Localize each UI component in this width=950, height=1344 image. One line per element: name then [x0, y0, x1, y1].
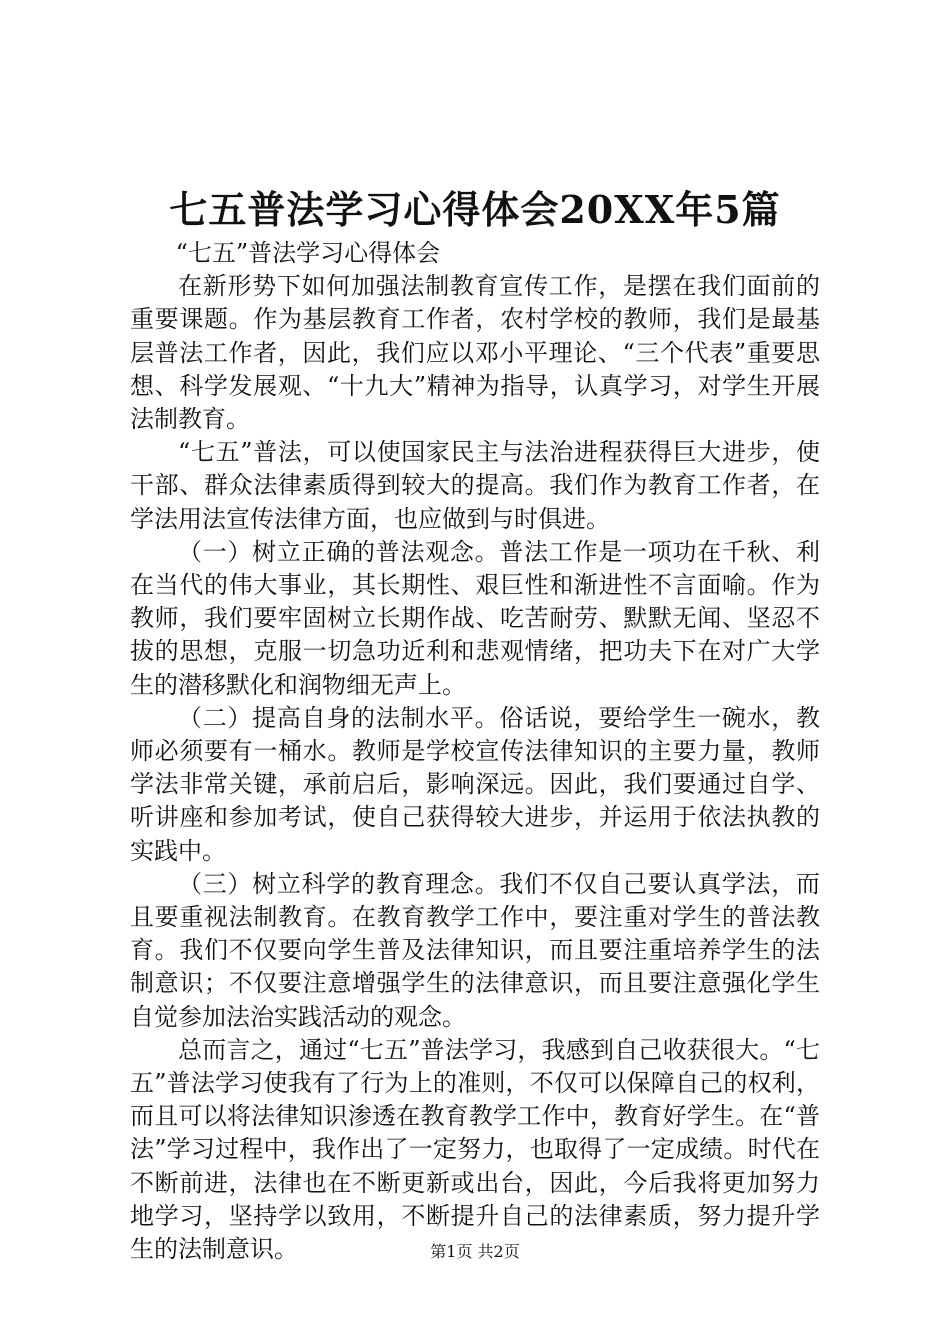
page-number-footer: 第1页 共2页 — [430, 1242, 520, 1261]
paragraph-conclusion: 总而言之，通过“七五”普法学习，我感到自己收获很大。“七五”普法学习使我有了行为上的准则，不仅可以保障自己的权利，而且可以将法律知识渗透在教育教学工作中，教育好学生。在“普法”学习过程中，我作出了一定努力，也取得了一定成绩。时代在不断前进，法律也在不断更新或出台，因此，今后我将更加努力地学习，坚持学以致用，不断提升自己的法律素质，努力提升学生的法制意识。 — [130, 1035, 820, 1264]
paragraph-point-one: （一）树立正确的普法观念。普法工作是一项功在千秋、利在当代的伟大事业，其长期性、艰巨性和渐进性不言面喻。作为教师，我们要牢固树立长期作战、吃苦耐劳、默默无闻、坚忍不拔的思想，克服一切急功近利和悲观情绪，把功夫下在对广大学生的潜移默化和润物细无声上。 — [130, 537, 820, 699]
paragraph-qiwu-progress: “七五”普法，可以使国家民主与法治进程获得巨大进步，使干部、群众法律素质得到较大的提高。我们作为教育工作者，在学法用法宣传法律方面，也应做到与时俱进。 — [130, 438, 820, 533]
document-subtitle: “七五”普法学习心得体会 — [175, 239, 441, 267]
paragraph-intro: 在新形势下如何加强法制教育宣传工作，是摆在我们面前的重要课题。作为基层教育工作者，农村学校的教师，我们是最基层普法工作者，因此，我们应以邓小平理论、“三个代表”重要思想、科学发展观、“十九大”精神为指导，认真学习，对学生开展法制教育。 — [130, 272, 820, 434]
document-body — [130, 237, 820, 1266]
paragraph-point-three: （三）树立科学的教育理念。我们不仅自己要认真学法，而且要重视法制教育。在教育教学工作中，要注重对学生的普法教育。我们不仅要向学生普及法律知识，而且要注重培养学生的法制意识；不仅要注意增强学生的法律意识，而且要注意强化学生自觉参加法治实践活动的观念。 — [130, 869, 820, 1031]
paragraph-point-two: （二）提高自身的法制水平。俗话说，要给学生一碗水，教师必须要有一桶水。教师是学校宣传法律知识的主要力量，教师学法非常关键，承前启后，影响深远。因此，我们要通过自学、听讲座和参加考试，使自己获得较大进步，并运用于依法执教的实践中。 — [130, 703, 820, 865]
document-title: 七五普法学习心得体会20XX年5篇 — [169, 187, 781, 232]
